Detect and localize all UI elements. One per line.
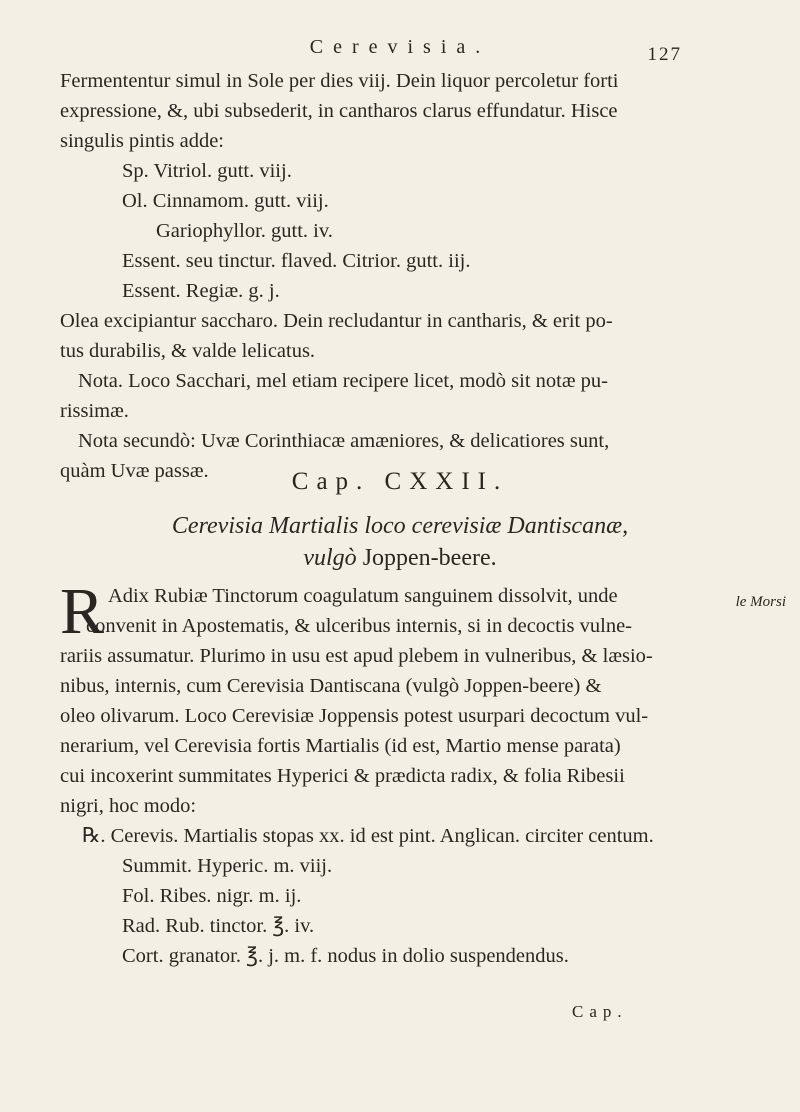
chapter-title <box>0 510 800 574</box>
recipe-line: Cort. granator. ℥. j. m. f. nodus in dolio suspendendus. <box>122 945 569 967</box>
text-line: Nota secundò: Uvæ Corinthiacæ amæniores, & delicatiores sunt, <box>78 430 610 452</box>
text-line: rariis assumatur. Plurimo in usu est apud plebem in vulneribus, & læsio- <box>60 645 653 667</box>
text-line: convenit in Apostematis, & ulceribus internis, si in decoctis vulne- <box>86 615 633 637</box>
recipe-line: Summit. Hyperic. m. viij. <box>122 855 333 877</box>
text-line: expressione, &, ubi subsederit, in cantharos clarus effundatur. Hisce <box>60 100 618 122</box>
text-line: rissimæ. <box>60 400 129 422</box>
chapter-title-vulgo: vulgò <box>303 545 357 571</box>
chapter-title-line2 <box>0 542 800 574</box>
section1-text <box>60 66 700 486</box>
recipe-line: Sp. Vitriol. gutt. viij. <box>122 160 292 182</box>
running-title: Cerevisia. <box>309 36 491 58</box>
text-line: Adix Rubiæ Tinctorum coagulatum sanguinem dissolvit, unde <box>108 585 618 607</box>
chapter-heading: Cap. CXXII. <box>291 468 509 495</box>
text-line: quàm Uvæ passæ. <box>60 460 209 482</box>
margin-note: le Morsi <box>735 594 786 610</box>
text-line: Nota. Loco Sacchari, mel etiam recipere licet, modò sit notæ pu- <box>78 370 608 392</box>
text-line: Fermententur simul in Sole per dies viij. Dein liquor percoletur forti <box>60 70 619 92</box>
text-line: tus durabilis, & valde lelicatus. <box>60 340 316 362</box>
drop-cap: R <box>60 575 105 648</box>
page-number: 127 <box>647 44 682 65</box>
recipe-line: Rad. Rub. tinctor. ℥. iv. <box>122 915 315 937</box>
recipe-line: Ol. Cinnamom. gutt. viij. <box>122 190 329 212</box>
recipe-line: Fol. Ribes. nigr. m. ij. <box>122 885 302 907</box>
chapter-title-line1: Cerevisia Martialis loco cerevisiæ Dantiscanæ, <box>171 513 629 539</box>
text-line: nerarium, vel Cerevisia fortis Martialis (id est, Martio mense parata) <box>60 735 621 757</box>
recipe-line: ℞. Cerevis. Martialis stopas xx. id est pint. Anglican. circiter centum. <box>82 825 654 847</box>
text-line: Olea excipiantur saccharo. Dein recludantur in cantharis, & erit po- <box>60 310 613 332</box>
text-line: cui incoxerint summitates Hyperici & prædicta radix, & folia Ribesii <box>60 765 625 787</box>
recipe-line: Essent. Regiæ. g. j. <box>122 280 280 302</box>
recipe-line: Gariophyllor. gutt. iv. <box>156 220 333 242</box>
text-line: nigri, hoc modo: <box>60 795 197 817</box>
text-line: oleo olivarum. Loco Cerevisiæ Joppensis potest usurpari decoctum vul- <box>60 705 649 727</box>
recipe-line: Essent. seu tinctur. flaved. Citrior. gutt. iij. <box>122 250 471 272</box>
section2-text <box>60 575 700 971</box>
catchword: Cap. <box>572 1002 628 1021</box>
text-line: singulis pintis adde: <box>60 130 224 152</box>
chapter-title-joppen: Joppen-beere. <box>362 545 497 571</box>
text-line: nibus, internis, cum Cerevisia Dantiscana (vulgò Joppen-beere) & <box>60 675 602 697</box>
